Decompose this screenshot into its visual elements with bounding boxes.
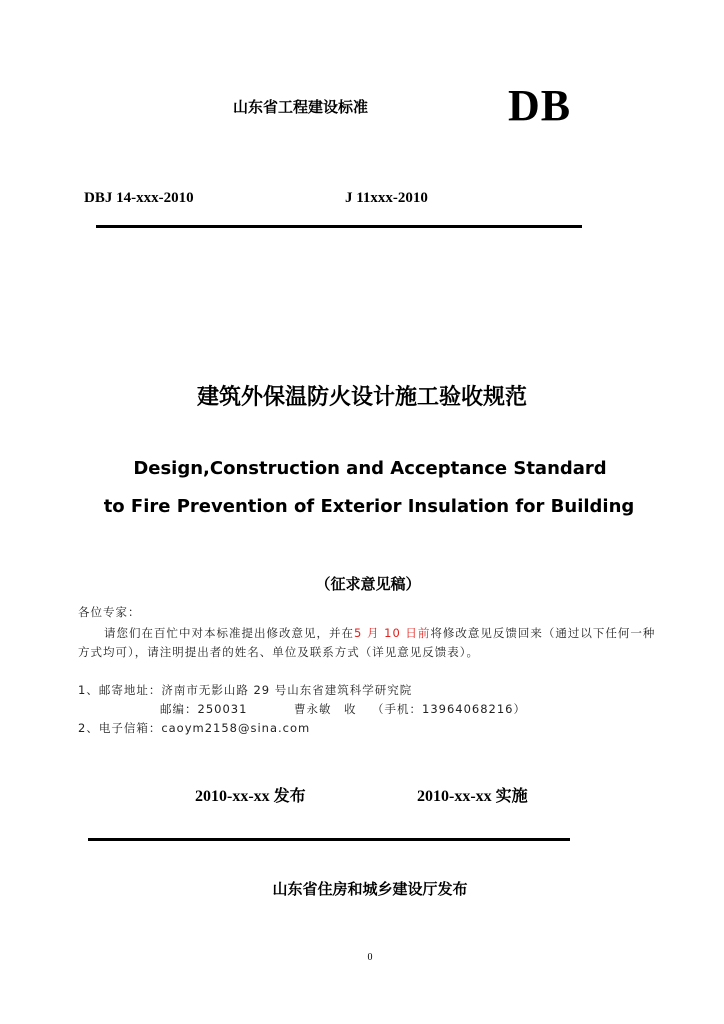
standard-name: 山东省工程建设标准 — [233, 98, 369, 116]
bottom-divider — [88, 838, 570, 841]
notice-request-suffix: 将修改意见反馈回来（通过以下任何一种 — [430, 626, 656, 640]
document-title-chinese: 建筑外保温防火设计施工验收规范 — [196, 385, 527, 410]
document-title-english-line2: to Fire Prevention of Exterior Insulation for Building — [103, 496, 635, 517]
notice-request-prefix: 请您们在百忙中对本标准提出修改意见，并在 — [104, 626, 354, 640]
document-title-english-line1: Design,Construction and Acceptance Standard — [133, 458, 607, 479]
draft-label: （征求意见稿） — [315, 575, 421, 593]
publish-date: 2010-xx-xx 发布 — [195, 788, 306, 805]
notice-request-line2: 方式均可），请注明提出者的姓名、单位及联系方式（详见意见反馈表）。 — [78, 645, 479, 659]
issuer: 山东省住房和城乡建设厅发布 — [272, 880, 468, 898]
page-number: 0 — [367, 952, 373, 963]
phone-number: （手机：13964068216） — [372, 702, 526, 716]
email-address: 2、电子信箱：caoym2158@sina.com — [78, 721, 311, 735]
standard-code-dbj: DBJ 14-xxx-2010 — [84, 190, 194, 206]
notice-deadline: 5 月 10 日前 — [354, 626, 431, 640]
db-mark: DB — [508, 81, 572, 130]
top-divider — [96, 225, 582, 228]
recipient: 曹永敏 收 — [294, 702, 357, 716]
notice-greeting: 各位专家： — [78, 605, 141, 619]
notice-request-line1 — [104, 625, 655, 641]
standard-code-j: J 11xxx-2010 — [345, 190, 428, 206]
implement-date: 2010-xx-xx 实施 — [417, 788, 528, 805]
mail-address: 1、邮寄地址：济南市无影山路 29 号山东省建筑科学研究院 — [78, 683, 413, 697]
zip-code: 邮编：250031 — [160, 702, 248, 716]
